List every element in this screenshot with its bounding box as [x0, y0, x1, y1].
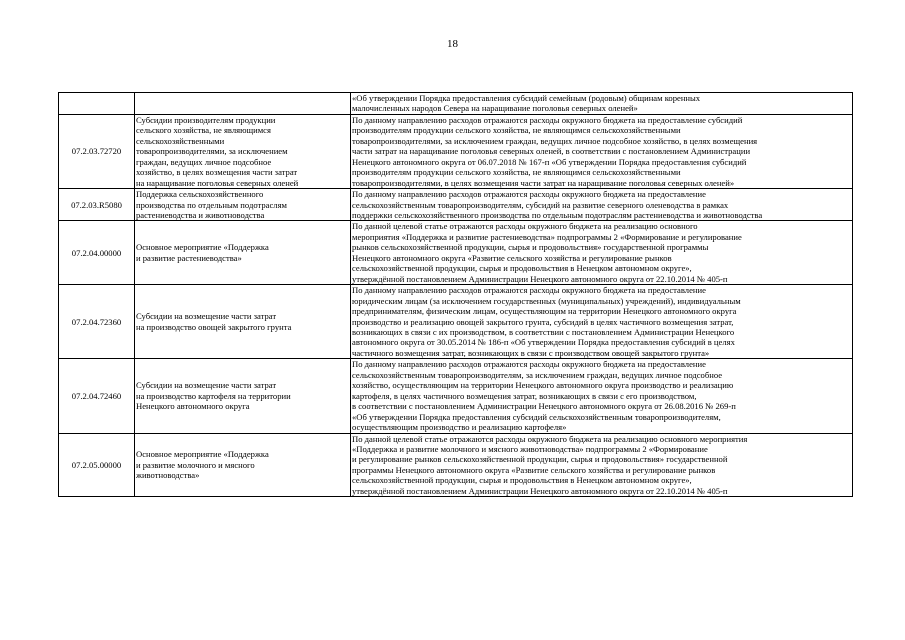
expense-item-name [135, 359, 351, 433]
description-line: в соответствии с постановлением Администрации Ненецкого автономного округа от 26.08.2016 № 269-п [352, 401, 736, 412]
description-line: сельскохозяйственной продукции, сырья и продовольствия в Ненецком автономном округе», [352, 475, 692, 486]
table-row [59, 221, 853, 285]
name-line: и развитие растениеводства» [136, 252, 242, 263]
description-line: сельскохозяйственной продукции, сырья и продовольствия в Ненецком автономном округе», [352, 263, 692, 274]
classification-code: 07.2.04.00000 [59, 221, 135, 285]
description-line: сельскохозяйственным товаропроизводителям, субсидий на развитие северного оленеводства в рамках [352, 199, 729, 210]
description-line: картофеля, в целях частичного возмещения затрат, возникающих в связи с его производством, [352, 390, 697, 401]
description-line: товаропроизводителями, за исключением граждан, ведущих личное подсобное хозяйство, в целях возмещения [352, 135, 758, 146]
description-line: части затрат на наращивание поголовья северных оленей, в соответствии с постановлением Администрации [352, 146, 751, 157]
description-line: автономного округа от 30.05.2014 № 186-п «Об утверждении Порядка предоставления субсидий в целях [352, 337, 735, 348]
description-line: По данной целевой статье отражаются расходы окружного бюджета на реализацию основного [352, 221, 698, 232]
table-row [59, 189, 853, 221]
budget-classification-table [58, 92, 853, 497]
description-line: Ненецкого автономного округа «Развитие сельского хозяйства и регулирование рынков [352, 252, 672, 263]
description-line: и регулирование рынков сельскохозяйственной продукции, сырья и продовольствия» государственной [352, 454, 728, 465]
page-number: 18 [447, 38, 458, 50]
name-line: на производство картофеля на территории [136, 390, 291, 401]
classification-code: 07.2.03.R5080 [59, 189, 135, 221]
description-line: частичного возмещения затрат, возникающих в связи с производством овощей закрытого грунта» [352, 347, 710, 358]
description-line: производство и реализацию овощей закрытого грунта, субсидий в целях частичного возмещения затрат, [352, 316, 734, 327]
name-line: товаропроизводителями, за исключением [136, 146, 288, 157]
name-line: производства по отдельным подотраслям [136, 199, 287, 210]
description-line: По данному направлению расходов отражаются расходы окружного бюджета на предоставление [352, 285, 706, 296]
name-line: Основное мероприятие «Поддержка [136, 242, 269, 253]
name-line: и развитие молочного и мясного [136, 459, 255, 470]
name-line: на производство овощей закрытого грунта [136, 321, 292, 332]
expense-item-name [135, 221, 351, 285]
expense-item-name [135, 114, 351, 188]
table-row [59, 433, 853, 497]
name-line: граждан, ведущих личное подсобное [136, 156, 272, 167]
description-line: утверждённой постановлением Администрации Ненецкого автономного округа от 22.10.2014 № 405-п [352, 273, 728, 284]
expense-description [351, 285, 853, 359]
description-line: поддержки сельскохозяйственного производства по отдельным подотраслям растениеводства и животноводства [352, 209, 763, 220]
expense-description [351, 221, 853, 285]
name-line: Ненецкого автономного округа [136, 401, 250, 412]
description-line: сельскохозяйственным товаропроизводителям, за исключением граждан, ведущих личное подсобное [352, 369, 723, 380]
name-line: сельского хозяйства, не являющимся [136, 125, 271, 136]
description-line: По данному направлению расходов отражаются расходы окружного бюджета на предоставление субсидий [352, 114, 743, 125]
name-line: растениеводства и животноводства [136, 209, 265, 220]
description-line: рынков сельскохозяйственной продукции, сырья и продовольствия» государственной программы [352, 242, 709, 253]
expense-item-name [135, 285, 351, 359]
description-line: По данному направлению расходов отражаются расходы окружного бюджета на предоставление [352, 359, 706, 370]
expense-description [351, 93, 853, 115]
classification-code [59, 93, 135, 115]
name-line: хозяйство, в целях возмещения части затрат [136, 167, 298, 178]
description-line: осуществляющим производство и реализацию картофеля» [352, 422, 567, 433]
expense-item-name [135, 189, 351, 221]
description-line: «Об утверждении Порядка предоставления субсидий сельскохозяйственным товаропроизводителям, [352, 411, 721, 422]
table-body [59, 93, 853, 497]
name-line: Субсидии на возмещение части затрат [136, 311, 277, 322]
table-row [59, 285, 853, 359]
name-line: Субсидии на возмещение части затрат [136, 380, 277, 391]
name-line: сельскохозяйственными [136, 135, 225, 146]
classification-code: 07.2.05.00000 [59, 433, 135, 497]
description-line: производителям продукции сельского хозяйства, не являющимся сельскохозяйственными [352, 167, 681, 178]
name-line: Поддержка сельскохозяйственного [136, 189, 264, 200]
table-row [59, 114, 853, 188]
description-line: возникающих в связи с их производством, в соответствии с постановлением Администрации Ненецкого [352, 326, 735, 337]
expense-description [351, 433, 853, 497]
description-line: производителям продукции сельского хозяйства, не являющимся сельскохозяйственными [352, 125, 681, 136]
description-line: По данной целевой статье отражаются расходы окружного бюджета на реализацию основного мероприятия [352, 433, 748, 444]
expense-description [351, 114, 853, 188]
name-line: Субсидии производителям продукции [136, 114, 276, 125]
description-line: товаропроизводителями, в целях возмещения части затрат на наращивание поголовья северных оленей» [352, 177, 735, 188]
description-line: мероприятия «Поддержка и развитие растениеводства» подпрограммы 2 «Формирование и регулирование [352, 231, 742, 242]
classification-code: 07.2.03.72720 [59, 114, 135, 188]
description-line: По данному направлению расходов отражаются расходы окружного бюджета на предоставление [352, 189, 706, 200]
description-line: «Об утверждении Порядка предоставления субсидий семейным (родовым) общинам коренных [352, 93, 701, 103]
description-line: программы Ненецкого автономного округа «Развитие сельского хозяйства и регулирование рынков [352, 464, 716, 475]
expense-item-name [135, 93, 351, 115]
table-row [59, 93, 853, 115]
description-line: малочисленных народов Севера на наращивание поголовья северных оленей» [352, 103, 638, 114]
expense-description [351, 189, 853, 221]
name-line: Основное мероприятие «Поддержка [136, 449, 269, 460]
description-line: утверждённой постановлением Администрации Ненецкого автономного округа от 22.10.2014 № 405-п [352, 485, 728, 496]
expense-item-name [135, 433, 351, 497]
expense-description [351, 359, 853, 433]
description-line: Ненецкого автономного округа от 06.07.2018 № 167-п «Об утверждении Порядка предоставления субсидий [352, 156, 747, 167]
description-line: «Поддержка и развитие молочного и мясного животноводства» подпрограммы 2 «Формирование [352, 443, 708, 454]
name-line: животноводства» [136, 470, 200, 481]
description-line: хозяйство, осуществляющим на территории Ненецкого автономного округа производство и реализацию [352, 380, 734, 391]
description-line: юридическим лицам (за исключением государственных (муниципальных) учреждений), индивидуальным [352, 295, 741, 306]
classification-code: 07.2.04.72460 [59, 359, 135, 433]
description-line: предпринимателям, физическим лицам, осуществляющим на территории Ненецкого автономного округа [352, 306, 737, 317]
classification-code: 07.2.04.72360 [59, 285, 135, 359]
name-line: на наращивание поголовья северных оленей [136, 177, 299, 188]
table-row [59, 359, 853, 433]
